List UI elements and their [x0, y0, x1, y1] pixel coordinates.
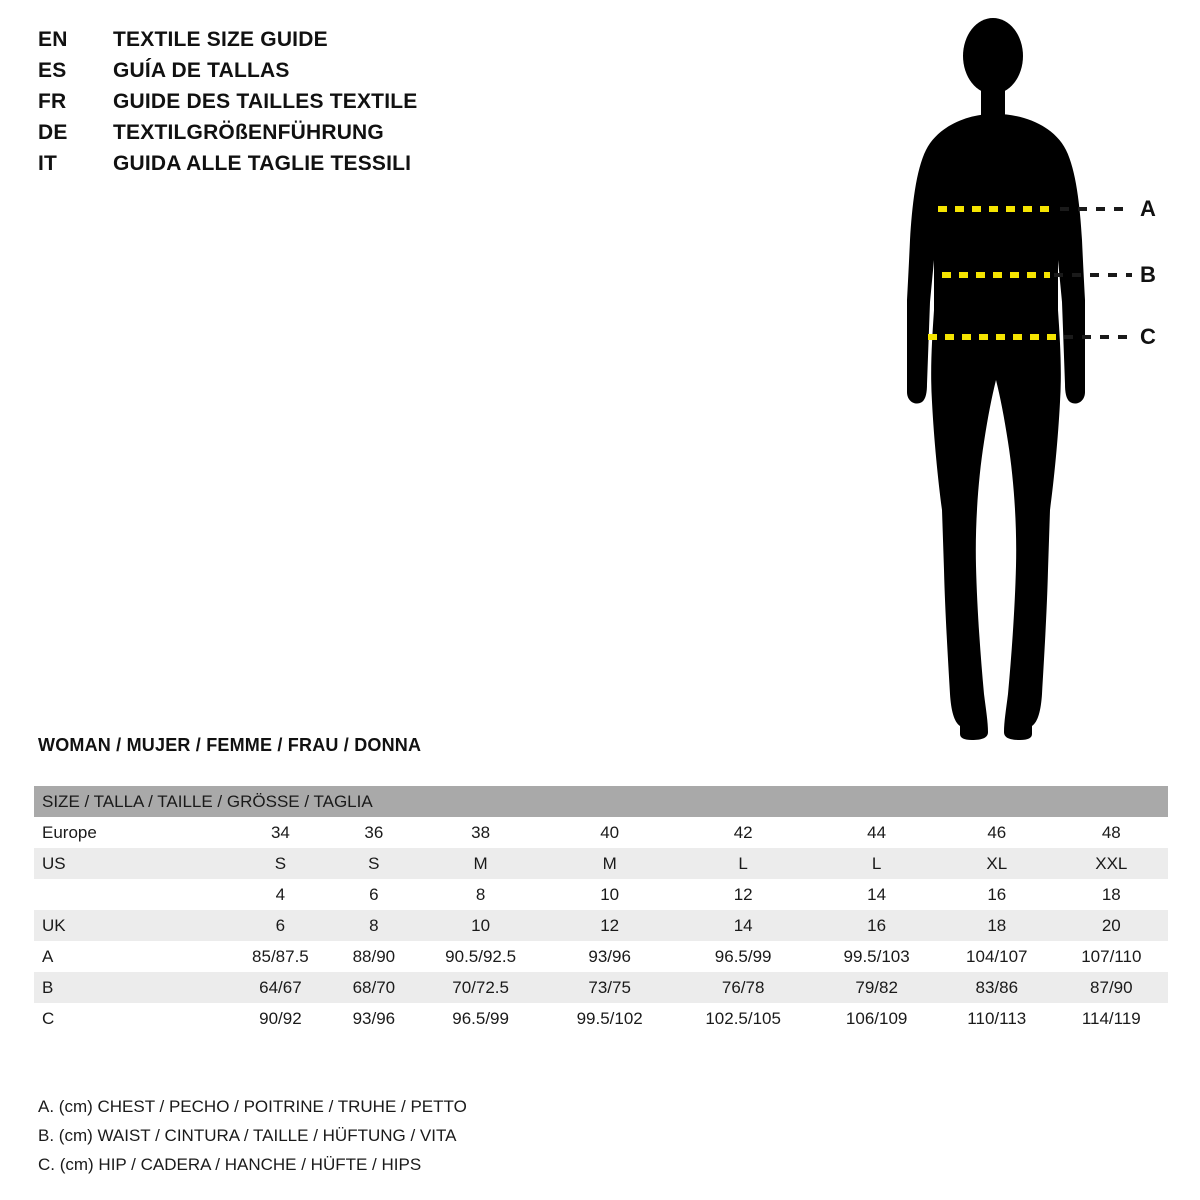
cell: 104/107 [939, 941, 1055, 972]
title-text-fr: GUIDE DES TAILLES TEXTILE [113, 90, 418, 113]
title-row [38, 28, 598, 59]
cell: 6 [334, 879, 414, 910]
cell: 16 [939, 879, 1055, 910]
legend [38, 1092, 738, 1179]
cell: XL [939, 848, 1055, 879]
title-text-en: TEXTILE SIZE GUIDE [113, 28, 328, 51]
legend-line-b: B. (cm) WAIST / CINTURA / TAILLE / HÜFTUNG / VITA [38, 1126, 457, 1145]
table-header-label: SIZE / TALLA / TAILLE / GRÖSSE / TAGLIA [34, 786, 1168, 817]
title-block [38, 28, 598, 183]
legend-line-a: A. (cm) CHEST / PECHO / POITRINE / TRUHE / PETTO [38, 1097, 467, 1116]
title-text-es: GUÍA DE TALLAS [113, 59, 290, 82]
title-text-de: TEXTILGRÖßENFÜHRUNG [113, 121, 384, 144]
section-heading-woman: WOMAN / MUJER / FEMME / FRAU / DONNA [38, 735, 422, 755]
cell: S [334, 848, 414, 879]
language-code-it: IT [38, 152, 58, 175]
language-code-es: ES [38, 59, 67, 82]
cell: 102.5/105 [672, 1003, 814, 1034]
measure-label-b: B [1140, 262, 1156, 287]
cell: 83/86 [939, 972, 1055, 1003]
cell: 99.5/103 [814, 941, 939, 972]
female-silhouette-icon [907, 18, 1085, 740]
cell: 10 [547, 879, 672, 910]
language-code-en: EN [38, 28, 68, 51]
row-label-us-numeric [34, 879, 227, 910]
cell: 90.5/92.5 [414, 941, 547, 972]
cell: 73/75 [547, 972, 672, 1003]
size-table [34, 786, 1168, 1034]
title-text-it: GUIDA ALLE TAGLIE TESSILI [113, 152, 412, 175]
table-header-row [34, 786, 1168, 817]
cell: 48 [1055, 817, 1168, 848]
cell: 34 [227, 817, 334, 848]
cell: 88/90 [334, 941, 414, 972]
cell: S [227, 848, 334, 879]
row-label-a: A [34, 941, 227, 972]
cell: 18 [1055, 879, 1168, 910]
cell: 44 [814, 817, 939, 848]
cell: 12 [547, 910, 672, 941]
cell: 79/82 [814, 972, 939, 1003]
cell: 14 [814, 879, 939, 910]
cell: 38 [414, 817, 547, 848]
row-label-us: US [34, 848, 227, 879]
cell: 96.5/99 [414, 1003, 547, 1034]
title-row [38, 152, 598, 183]
cell: 85/87.5 [227, 941, 334, 972]
cell: 4 [227, 879, 334, 910]
measure-label-c: C [1140, 324, 1156, 349]
cell: 110/113 [939, 1003, 1055, 1034]
cell: 87/90 [1055, 972, 1168, 1003]
cell: M [414, 848, 547, 879]
cell: 40 [547, 817, 672, 848]
body-measurement-figure [860, 10, 1190, 750]
measure-label-a: A [1140, 196, 1156, 221]
cell: 8 [334, 910, 414, 941]
cell: 107/110 [1055, 941, 1168, 972]
table-row [34, 817, 1168, 848]
cell: 93/96 [334, 1003, 414, 1034]
table-row [34, 848, 1168, 879]
language-code-fr: FR [38, 90, 67, 113]
cell: 42 [672, 817, 814, 848]
cell: 99.5/102 [547, 1003, 672, 1034]
cell: 18 [939, 910, 1055, 941]
cell: 90/92 [227, 1003, 334, 1034]
row-label-europe: Europe [34, 817, 227, 848]
table-row [34, 879, 1168, 910]
cell: L [814, 848, 939, 879]
cell: 36 [334, 817, 414, 848]
cell: 68/70 [334, 972, 414, 1003]
cell: 93/96 [547, 941, 672, 972]
cell: 20 [1055, 910, 1168, 941]
cell: 12 [672, 879, 814, 910]
cell: M [547, 848, 672, 879]
title-row [38, 59, 598, 90]
cell: 6 [227, 910, 334, 941]
table-row [34, 1003, 1168, 1034]
title-row [38, 90, 598, 121]
cell: XXL [1055, 848, 1168, 879]
row-label-c: C [34, 1003, 227, 1034]
cell: 114/119 [1055, 1003, 1168, 1034]
cell: 96.5/99 [672, 941, 814, 972]
row-label-b: B [34, 972, 227, 1003]
table-row [34, 910, 1168, 941]
language-code-de: DE [38, 121, 68, 144]
cell: L [672, 848, 814, 879]
cell: 16 [814, 910, 939, 941]
title-row [38, 121, 598, 152]
legend-line-c: C. (cm) HIP / CADERA / HANCHE / HÜFTE / HIPS [38, 1155, 422, 1174]
table-row [34, 972, 1168, 1003]
cell: 70/72.5 [414, 972, 547, 1003]
cell: 14 [672, 910, 814, 941]
cell: 8 [414, 879, 547, 910]
cell: 76/78 [672, 972, 814, 1003]
cell: 46 [939, 817, 1055, 848]
cell: 10 [414, 910, 547, 941]
cell: 106/109 [814, 1003, 939, 1034]
cell: 64/67 [227, 972, 334, 1003]
row-label-uk: UK [34, 910, 227, 941]
table-row [34, 941, 1168, 972]
